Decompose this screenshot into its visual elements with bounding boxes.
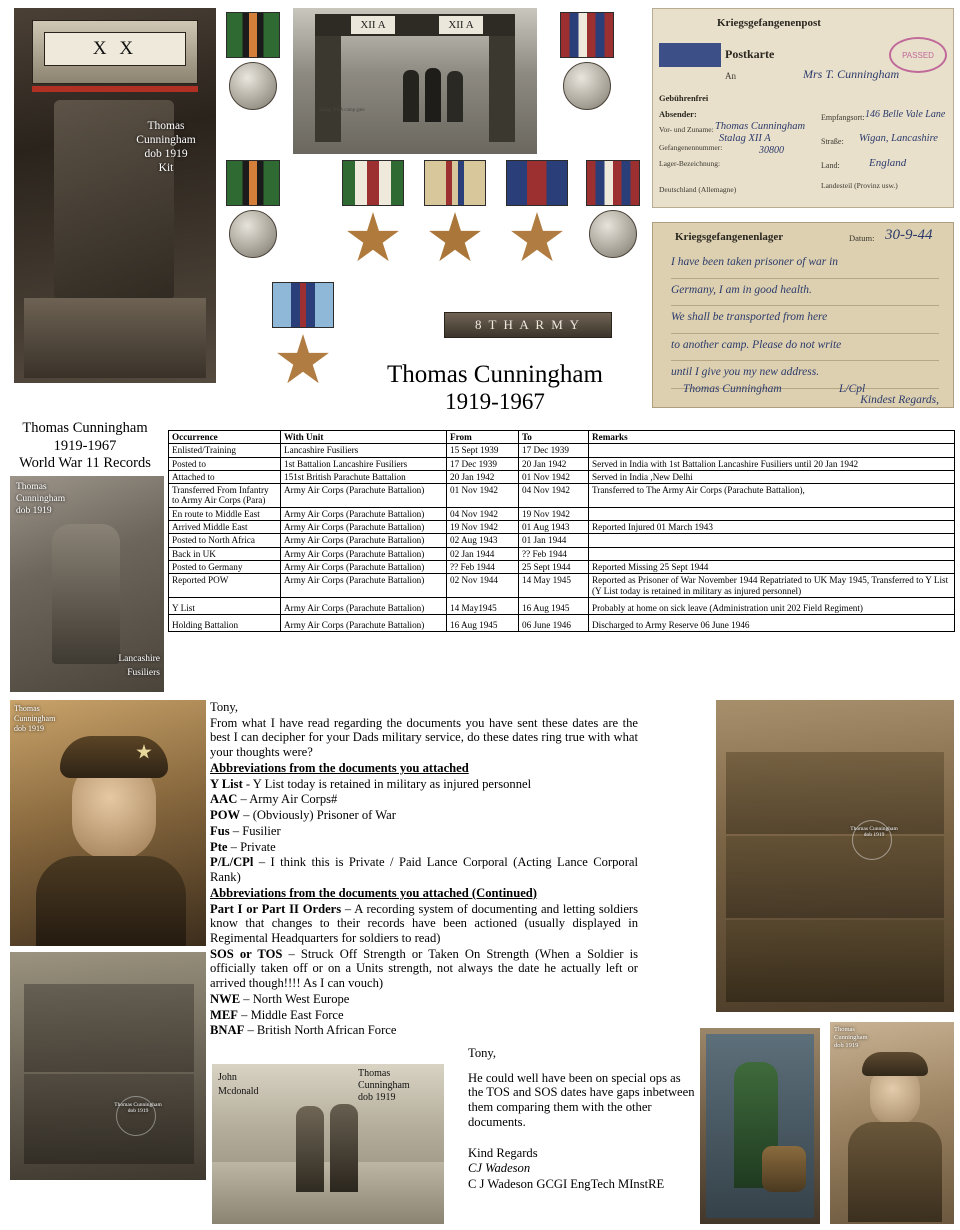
- postcard-absender-label: Absender:: [659, 109, 697, 119]
- ribbon-war: [560, 12, 614, 58]
- photo-camp-gate: [293, 8, 537, 154]
- cell-from: 04 Nov 1942: [447, 507, 519, 520]
- medal-george-left: [226, 160, 280, 300]
- page-title-years: 1919-1967: [445, 388, 545, 414]
- pow-letter-card: [652, 222, 954, 408]
- seated-caption-line3: dob 1919: [16, 506, 52, 516]
- cell-remarks: Reported Injured 01 March 1943: [589, 521, 955, 534]
- pow-letter-line-4: until I give you my new address.: [671, 367, 939, 389]
- cell-remarks: Reported as Prisoner of War November 1944 Repatriated to UK May 1945, Transferred to Y List (Y List today is retained in military as injured personnel): [589, 574, 955, 598]
- sepia-caption-line2: Cunningham: [834, 1034, 868, 1041]
- sepia-body: [848, 1122, 942, 1222]
- cell-occurrence: En route to Middle East: [169, 507, 281, 520]
- cell-to: 16 Aug 1945: [519, 597, 589, 614]
- abbrev-term: NWE: [210, 991, 241, 1006]
- ribbon-italy-star: [342, 160, 404, 206]
- pow-letter-line-3: to another camp. Please do not write: [671, 340, 939, 362]
- letter2-text: He could well have been on special ops as the TOS and SOS dates have gaps inbetween them comparing them with the other documents.: [468, 1070, 695, 1129]
- pow-letter-signature: Thomas Cunningham: [683, 383, 782, 395]
- abbrev-term: Y List: [210, 776, 243, 791]
- star-air-crew: [276, 334, 330, 388]
- abbrev-term: MEF: [210, 1007, 238, 1022]
- letter-heading-2: Abbreviations from the documents you attached (Continued): [210, 885, 537, 900]
- left-heading-line2: 1919-1967: [53, 437, 117, 454]
- letter-abbrev-5: [210, 855, 638, 884]
- photo-seated-portrait: [10, 476, 164, 692]
- kit-caption-line1: Thomas: [147, 120, 185, 132]
- gate-sign-left: XII A: [351, 16, 395, 34]
- postcard-sender-number: 30800: [759, 145, 784, 156]
- postcard-landesteil-label: Landesteil (Provinz usw.): [821, 181, 898, 190]
- abbrev-term: SOS or TOS: [210, 946, 283, 961]
- cell-from: 20 Jan 1942: [447, 470, 519, 483]
- pow-letter-date: 30-9-44: [885, 227, 933, 243]
- letter-salutation: Tony,: [210, 700, 239, 714]
- photo-group-large: [716, 700, 954, 1012]
- left-heading-line1: Thomas Cunningham: [22, 420, 148, 436]
- medal-1939-45-star: [506, 160, 568, 300]
- postcard-land: England: [869, 157, 907, 169]
- kit-xx-label: X X: [44, 32, 186, 66]
- letter-abbrev-1: [210, 792, 638, 807]
- sepia-caption-line1: Thomas: [834, 1026, 855, 1033]
- abbrev-term: Pte: [210, 839, 228, 854]
- letter2-salutation: Tony,: [468, 1046, 497, 1060]
- gate-figure-1: [403, 70, 419, 122]
- group-row-mid: [726, 836, 944, 918]
- gate-faint-text: Stalag XIIA camp gate: [319, 108, 365, 113]
- cell-from: 17 Dec 1939: [447, 457, 519, 470]
- gate-figure-3: [447, 71, 463, 122]
- letter-abbrev2-3: [210, 1008, 638, 1023]
- abbrev-def: – Army Air Corps#: [237, 792, 338, 807]
- abbrev-def: - Y List today is retained in military as injured personnel: [242, 776, 532, 791]
- group-row-front: [726, 920, 944, 1002]
- medal-africa-star: [424, 160, 486, 300]
- abbrev-def: – Middle East Force: [237, 1007, 344, 1022]
- cell-occurrence: Enlisted/Training: [169, 444, 281, 457]
- cell-from: 19 Nov 1942: [447, 521, 519, 534]
- records-table-wrap: [168, 430, 954, 632]
- cell-occurrence: Back in UK: [169, 547, 281, 560]
- photo-kit: [14, 8, 216, 383]
- cell-to: 19 Nov 1942: [519, 507, 589, 520]
- letter-abbrev2-0: [210, 902, 638, 946]
- seated-caption-line2: Cunningham: [16, 494, 66, 504]
- pow-letter-line-2: We shall be transported from here: [671, 312, 939, 334]
- pow-letter-line-5: Kindest Regards,: [671, 395, 939, 409]
- cell-unit: Army Air Corps (Parachute Battalion): [281, 534, 447, 547]
- postcard-deutschland-label: Deutschland (Allemagne): [659, 185, 737, 194]
- kit-caption-line4: Kit: [158, 162, 174, 174]
- abbrev-def: – A recording system of documenting and letting soldiers know that changes to their records have been actioned (usually displayed in Regimental Headquarters for soldiers to read): [210, 901, 639, 946]
- seated-caption-corner1: Lancashire: [118, 654, 160, 664]
- cell-to: ?? Feb 1944: [519, 547, 589, 560]
- cell-from: 02 Aug 1943: [447, 534, 519, 547]
- table-row: [169, 507, 955, 520]
- beret-shoulders: [36, 856, 186, 946]
- abbrev-def: – Struck Off Strength or Taken On Strength (When a Soldier is officially taken off or on a Units strength, not always the date he actually left or arrived though!!!! As I can vouch): [210, 946, 638, 991]
- sepia-caption-line3: dob 1919: [834, 1042, 859, 1049]
- cell-to: 01 Nov 1942: [519, 470, 589, 483]
- letter2-body: [468, 1046, 696, 1193]
- postcard-an-label: An: [725, 71, 736, 81]
- beret-caption-line3: dob 1919: [14, 724, 44, 733]
- clasp-8th-army: 8 T H A R M Y: [444, 312, 612, 338]
- kit-caption-line3: dob 1919: [144, 148, 188, 160]
- cell-to: 01 Jan 1944: [519, 534, 589, 547]
- abbrev-term: BNAF: [210, 1023, 245, 1038]
- postcard-postkarte-label: Postkarte: [725, 47, 775, 61]
- cell-to: 25 Sept 1944: [519, 560, 589, 573]
- cell-remarks: Discharged to Army Reserve 06 June 1946: [589, 615, 955, 632]
- star-1939-45: [510, 212, 564, 266]
- letter-abbrev-3: [210, 824, 638, 839]
- group-seated-back-row: [24, 984, 194, 1072]
- cell-unit: Army Air Corps (Parachute Battalion): [281, 484, 447, 508]
- disc-george-right: [589, 210, 637, 258]
- medal-war: [560, 12, 614, 152]
- letter-abbrev2-4: [210, 1023, 638, 1038]
- letter-abbrev-2: [210, 808, 638, 823]
- kit-red-stripe: [32, 86, 198, 92]
- sepia-cap: [862, 1052, 928, 1076]
- cell-occurrence: Posted to: [169, 457, 281, 470]
- abbrev-def: – North West Europe: [240, 991, 350, 1006]
- photo-two-men-road: [212, 1064, 444, 1224]
- postcard-empfangsort-label: Empfangsort:: [821, 113, 865, 122]
- photo-beret-portrait: [10, 700, 206, 946]
- abbrev-def: – I think this is Private / Paid Lance Corporal (Acting Lance Corporal Rank): [210, 855, 638, 885]
- cell-occurrence: Posted to Germany: [169, 560, 281, 573]
- table-row: [169, 534, 955, 547]
- letter-abbrev2-1: [210, 947, 638, 991]
- pow-letter-line-0: I have been taken prisoner of war in: [671, 257, 939, 279]
- table-row: [169, 521, 955, 534]
- table-row: [169, 615, 955, 632]
- road-figure-right: [330, 1104, 358, 1192]
- table-row: [169, 444, 955, 457]
- beret-caption-line2: Cunningham: [14, 714, 56, 723]
- kit-base: [24, 298, 206, 378]
- photo-group-seated: [10, 952, 206, 1180]
- cell-occurrence: Holding Battalion: [169, 615, 281, 632]
- cell-remarks: [589, 534, 955, 547]
- cell-to: 17 Dec 1939: [519, 444, 589, 457]
- cell-occurrence: Y List: [169, 597, 281, 614]
- kit-caption-line2: Cunningham: [136, 134, 196, 146]
- road-surface: [212, 1162, 444, 1224]
- postcard-lagerbezeichnung-label: Lager-Bezeichnung:: [659, 159, 721, 168]
- road-figure-left: [296, 1106, 324, 1192]
- letter-body: [210, 700, 638, 1039]
- abbrev-term: P/L/CPl: [210, 855, 254, 870]
- table-header-occurrence: Occurrence: [169, 431, 281, 444]
- records-table: [168, 430, 955, 632]
- postcard-sender-name: Thomas Cunningham: [715, 121, 806, 132]
- star-italy: [346, 212, 400, 266]
- road-caption-right-line1: Thomas: [358, 1068, 391, 1079]
- abbrev-term: POW: [210, 808, 241, 823]
- cell-remarks: Served in India ,New Delhi: [589, 470, 955, 483]
- postcard-land-label: Land:: [821, 161, 840, 170]
- postcard-sender-camp: Stalag XII A: [719, 133, 771, 144]
- table-row: [169, 574, 955, 598]
- group-row-back: [726, 752, 944, 834]
- pow-letter-date-label: Datum:: [849, 233, 875, 243]
- cell-from: 16 Aug 1945: [447, 615, 519, 632]
- group-large-label: Thomas Cunningham dob 1919: [850, 826, 898, 839]
- table-row: [169, 484, 955, 508]
- cell-from: 02 Nov 1944: [447, 574, 519, 598]
- cell-occurrence: Transferred From Infantry to Army Air Corps (Para): [169, 484, 281, 508]
- road-caption-right-line3: dob 1919: [358, 1092, 396, 1103]
- star-africa: [428, 212, 482, 266]
- cell-unit: Army Air Corps (Parachute Battalion): [281, 507, 447, 520]
- passed-stamp: PASSED: [889, 37, 947, 73]
- pow-letter-line-1: Germany, I am in good health.: [671, 285, 939, 307]
- cell-from: 01 Nov 1942: [447, 484, 519, 508]
- cell-unit: Army Air Corps (Parachute Battalion): [281, 547, 447, 560]
- table-header-from: From: [447, 431, 519, 444]
- cell-to: 14 May 1945: [519, 574, 589, 598]
- cell-from: ?? Feb 1944: [447, 560, 519, 573]
- road-caption-right-line2: Cunningham: [358, 1080, 410, 1091]
- cell-remarks: [589, 444, 955, 457]
- cell-occurrence: Reported POW: [169, 574, 281, 598]
- postcard-empfangsort: 146 Belle Vale Lane: [865, 109, 946, 120]
- pow-letter-title: Kriegsgefangenenlager: [675, 231, 784, 243]
- cell-unit: Army Air Corps (Parachute Battalion): [281, 597, 447, 614]
- gate-sign-right: XII A: [439, 16, 483, 34]
- ribbon-george-right: [586, 160, 640, 206]
- seated-caption-corner2: Fusiliers: [127, 668, 160, 678]
- cell-from: 02 Jan 1944: [447, 547, 519, 560]
- postcard-strasse-label: Straße:: [821, 137, 844, 146]
- seated-caption-line1: Thomas: [16, 482, 47, 492]
- cell-occurrence: Arrived Middle East: [169, 521, 281, 534]
- abbrev-term: Part I or Part II Orders: [210, 901, 342, 916]
- gate-beam: [315, 14, 515, 36]
- cell-occurrence: Attached to: [169, 470, 281, 483]
- page-title: [340, 362, 650, 414]
- postcard-addressee: Mrs T. Cunningham: [803, 67, 900, 81]
- cell-from: 14 May1945: [447, 597, 519, 614]
- dog-figure: [762, 1146, 806, 1192]
- medal-george-right: [586, 160, 640, 300]
- page-title-name: Thomas Cunningham: [387, 361, 603, 388]
- letter-intro: From what I have read regarding the documents you have sent these dates are the best I can decipher for your Dads military service, do these dates ring true with what your thoughts were?: [210, 715, 638, 760]
- postcard-vorzuname-label: Vor- und Zuname:: [659, 125, 714, 134]
- cell-to: 06 June 1946: [519, 615, 589, 632]
- left-heading: [4, 420, 166, 473]
- letter-abbrev-0: [210, 777, 638, 792]
- medal-defence: [226, 12, 280, 152]
- cell-remarks: Served in India with 1st Battalion Lancashire Fusiliers until 20 Jan 1942: [589, 457, 955, 470]
- cell-unit: Lancashire Fusiliers: [281, 444, 447, 457]
- ribbon-george-left: [226, 160, 280, 206]
- cell-unit: Army Air Corps (Parachute Battalion): [281, 560, 447, 573]
- cell-to: 01 Aug 1943: [519, 521, 589, 534]
- postcard-kriegsgefangenenpost: [652, 8, 954, 208]
- letter-heading-1: Abbreviations from the documents you attached: [210, 760, 469, 775]
- table-header-unit: With Unit: [281, 431, 447, 444]
- postcard-stamp-box: [659, 43, 721, 67]
- left-heading-line3: World War 11 Records: [19, 455, 151, 472]
- seated-figure: [52, 524, 120, 664]
- table-row: [169, 457, 955, 470]
- cell-unit: Army Air Corps (Parachute Battalion): [281, 615, 447, 632]
- photo-soldier-dog: [700, 1028, 820, 1224]
- abbrev-def: – Private: [227, 839, 276, 854]
- table-header-remarks: Remarks: [589, 431, 955, 444]
- cell-remarks: Reported Missing 25 Sept 1944: [589, 560, 955, 573]
- road-caption-left-line2: Mcdonald: [218, 1086, 259, 1097]
- table-row: [169, 470, 955, 483]
- table-header-to: To: [519, 431, 589, 444]
- group-seated-front-row: [24, 1074, 194, 1164]
- road-caption-left-line1: John: [218, 1072, 237, 1083]
- ribbon-air-crew-star: [272, 282, 334, 328]
- medal-italy-star: [342, 160, 404, 300]
- cell-remarks: [589, 547, 955, 560]
- postcard-title: Kriegsgefangenenpost: [717, 17, 821, 29]
- postcard-strasse: Wigan, Lancashire: [859, 133, 938, 144]
- letter2-signoff: Kind Regards: [468, 1145, 538, 1160]
- gate-figure-2: [425, 68, 441, 122]
- cell-to: 04 Nov 1942: [519, 484, 589, 508]
- postcard-gebuhrenfrei: Gebührenfrei: [659, 93, 709, 103]
- abbrev-term: AAC: [210, 792, 238, 807]
- disc-war: [563, 62, 611, 110]
- disc-defence: [229, 62, 277, 110]
- cell-remarks: Probably at home on sick leave (Administration unit 202 Field Regiment): [589, 597, 955, 614]
- table-row: [169, 547, 955, 560]
- cell-unit: Army Air Corps (Parachute Battalion): [281, 521, 447, 534]
- cell-remarks: [589, 507, 955, 520]
- ribbon-africa-star: [424, 160, 486, 206]
- beret-cap: [60, 736, 168, 778]
- cell-unit: 151st British Parachute Battalion: [281, 470, 447, 483]
- abbrev-term: Fus: [210, 823, 230, 838]
- letter2-sign-italic: CJ Wadeson: [468, 1161, 531, 1176]
- table-header-row: [169, 431, 955, 444]
- letter-abbrev-4: [210, 840, 638, 855]
- table-row: [169, 597, 955, 614]
- cell-to: 20 Jan 1942: [519, 457, 589, 470]
- pow-letter-rank: L/Cpl: [839, 383, 866, 395]
- beret-caption-line1: Thomas: [14, 704, 40, 713]
- medal-air-crew-star: [272, 282, 334, 412]
- cell-from: 15 Sept 1939: [447, 444, 519, 457]
- photo-sepia-portrait: [830, 1022, 954, 1224]
- abbrev-def: – (Obviously) Prisoner of War: [240, 808, 396, 823]
- table-row: [169, 560, 955, 573]
- cell-unit: 1st Battalion Lancashire Fusiliers: [281, 457, 447, 470]
- ribbon-defence: [226, 12, 280, 58]
- postcard-gefangenennummer-label: Gefangenennummer:: [659, 143, 723, 152]
- cell-occurrence: Posted to North Africa: [169, 534, 281, 547]
- letter-abbrev2-2: [210, 992, 638, 1007]
- disc-george-left: [229, 210, 277, 258]
- cell-remarks: Transferred to The Army Air Corps (Parachute Battalion),: [589, 484, 955, 508]
- group-seated-label: Thomas Cunningham dob 1919: [114, 1102, 162, 1115]
- abbrev-def: – Fusilier: [229, 823, 281, 838]
- letter2-sign-full: C J Wadeson GCGI EngTech MInstRE: [468, 1177, 665, 1192]
- ribbon-1939-45-star: [506, 160, 568, 206]
- abbrev-def: – British North African Force: [244, 1023, 397, 1038]
- cell-unit: Army Air Corps (Parachute Battalion): [281, 574, 447, 598]
